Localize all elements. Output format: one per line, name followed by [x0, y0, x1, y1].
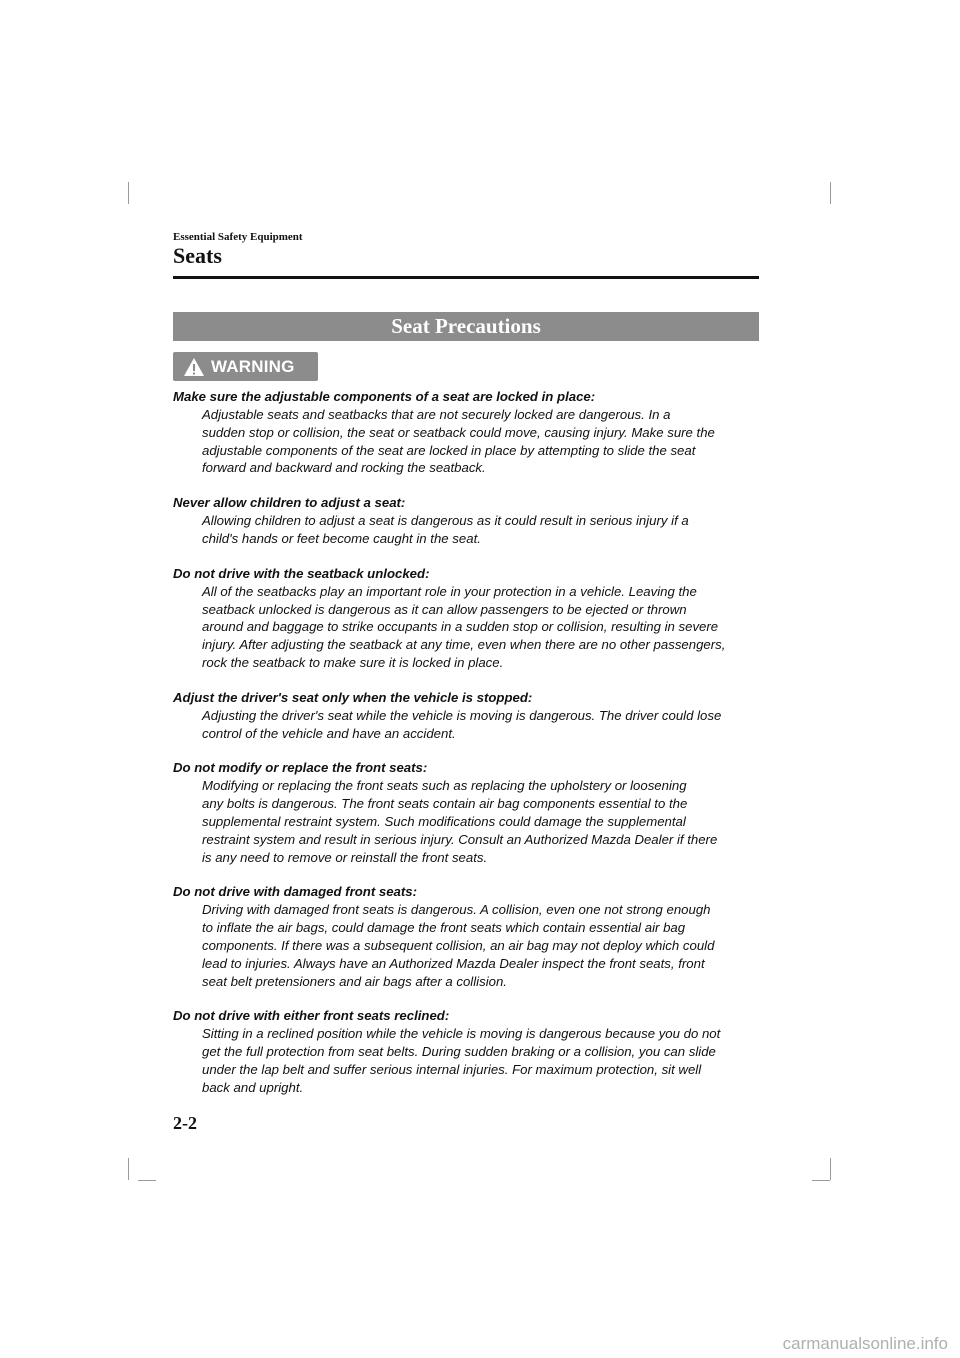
warning-item	[173, 565, 763, 672]
warning-item-line: to inflate the air bags, could damage the front seats which contain essential air bag	[202, 920, 686, 936]
watermark: carmanualsonline.info	[782, 1334, 948, 1353]
warning-item	[173, 759, 763, 866]
warning-item-line: Adjustable seats and seatbacks that are not securely locked are dangerous. In a	[202, 407, 671, 422]
warning-item-line: back and upright.	[202, 1079, 304, 1095]
warning-item	[173, 388, 763, 477]
warning-item-line: Adjusting the driver's seat while the vehicle is moving is dangerous. The driver could lose	[202, 707, 722, 723]
warning-item-line: seatback unlocked is dangerous as it can allow passengers to be ejected or thrown	[202, 601, 687, 617]
warning-item-line: Modifying or replacing the front seats such as replacing the upholstery or loosening	[202, 778, 687, 794]
warning-badge	[173, 352, 318, 381]
warning-item-line: get the full protection from seat belts. During sudden braking or a collision, you can slide	[202, 1044, 716, 1060]
warning-item-line: around and baggage to strike occupants in a sudden stop or collision, resulting in severe	[202, 619, 719, 635]
warning-item-line: any bolts is dangerous. The front seats contain air bag components essential to the	[202, 796, 688, 812]
warning-item-line: child's hands or feet become caught in the seat.	[202, 530, 481, 546]
chapter-title: Seats	[173, 243, 222, 268]
warning-item-line: sudden stop or collision, the seat or seatback could move, causing injury. Make sure the	[202, 424, 715, 440]
warning-label: WARNING	[211, 356, 295, 376]
warning-item-line: Sitting in a reclined position while the vehicle is moving is dangerous because you do not	[202, 1026, 721, 1042]
warning-item-heading: Do not drive with the seatback unlocked:	[173, 565, 430, 581]
warning-item	[173, 883, 763, 990]
warning-item-line: adjustable components of the seat are locked in place by attempting to slide the seat	[202, 442, 696, 458]
warning-item	[173, 1007, 763, 1096]
warning-items	[173, 388, 763, 1114]
warning-item-body	[202, 512, 763, 548]
crop-mark-top-right	[830, 182, 831, 204]
warning-item-line: seat belt pretensioners and air bags after a collision.	[202, 973, 507, 989]
warning-item-body	[202, 777, 763, 866]
warning-item-heading: Do not modify or replace the front seats:	[173, 760, 428, 776]
warning-item-line: restraint system and result in serious injury. Consult an Authorized Mazda Dealer if there	[202, 831, 718, 847]
warning-item	[173, 689, 763, 743]
warning-item-line: components. If there was a subsequent collision, an air bag may not deploy which could	[202, 937, 715, 953]
warning-item-line: injury. After adjusting the seatback at any time, even when there are no other passengers,	[202, 637, 726, 653]
warning-item-heading: Make sure the adjustable components of a seat are locked in place:	[173, 389, 596, 404]
title-rule	[173, 276, 759, 279]
warning-item-heading: Adjust the driver's seat only when the vehicle is stopped:	[173, 689, 533, 705]
warning-item-heading: Never allow children to adjust a seat:	[173, 495, 406, 511]
crop-mark-bottom-right	[830, 1158, 831, 1180]
warning-item-line: control of the vehicle and have an accident.	[202, 725, 456, 741]
warning-item-line: lead to injuries. Always have an Authorized Mazda Dealer inspect the front seats, front	[202, 955, 705, 971]
section-label: Essential Safety Equipment	[173, 231, 303, 243]
warning-item-line: Allowing children to adjust a seat is dangerous as it could result in serious injury if a	[202, 513, 689, 529]
warning-item-line: All of the seatbacks play an important role in your protection in a vehicle. Leaving the	[202, 583, 697, 599]
warning-item-line: under the lap belt and suffer serious internal injuries. For maximum protection, sit well	[202, 1061, 702, 1077]
crop-mark-top-left	[128, 182, 129, 204]
section-banner-text: Seat Precautions	[391, 314, 541, 338]
crop-mark-bottom-left-h	[138, 1180, 156, 1181]
warning-item-heading: Do not drive with damaged front seats:	[173, 884, 417, 900]
warning-item-line: is any need to remove or reinstall the front seats.	[202, 849, 488, 865]
warning-item-heading: Do not drive with either front seats reclined:	[173, 1008, 450, 1024]
warning-item-body	[202, 901, 763, 990]
section-banner	[173, 312, 759, 341]
warning-item-body	[202, 406, 763, 477]
warning-item-line: rock the seatback to make sure it is locked in place.	[202, 654, 504, 670]
warning-item-body	[202, 583, 763, 672]
warning-item	[173, 494, 763, 548]
warning-item-line: Driving with damaged front seats is dangerous. A collision, even one not strong enough	[202, 902, 711, 918]
warning-item-body	[202, 707, 763, 743]
crop-mark-bottom-right-h	[812, 1180, 830, 1181]
warning-triangle-icon	[183, 357, 205, 377]
crop-mark-bottom-left	[128, 1158, 129, 1180]
warning-item-line: forward and backward and rocking the seatback.	[202, 460, 486, 476]
warning-item-line: supplemental restraint system. Such modifications could damage the supplemental	[202, 813, 686, 829]
warning-item-body	[202, 1025, 763, 1096]
page-number: 2-2	[173, 1113, 197, 1133]
